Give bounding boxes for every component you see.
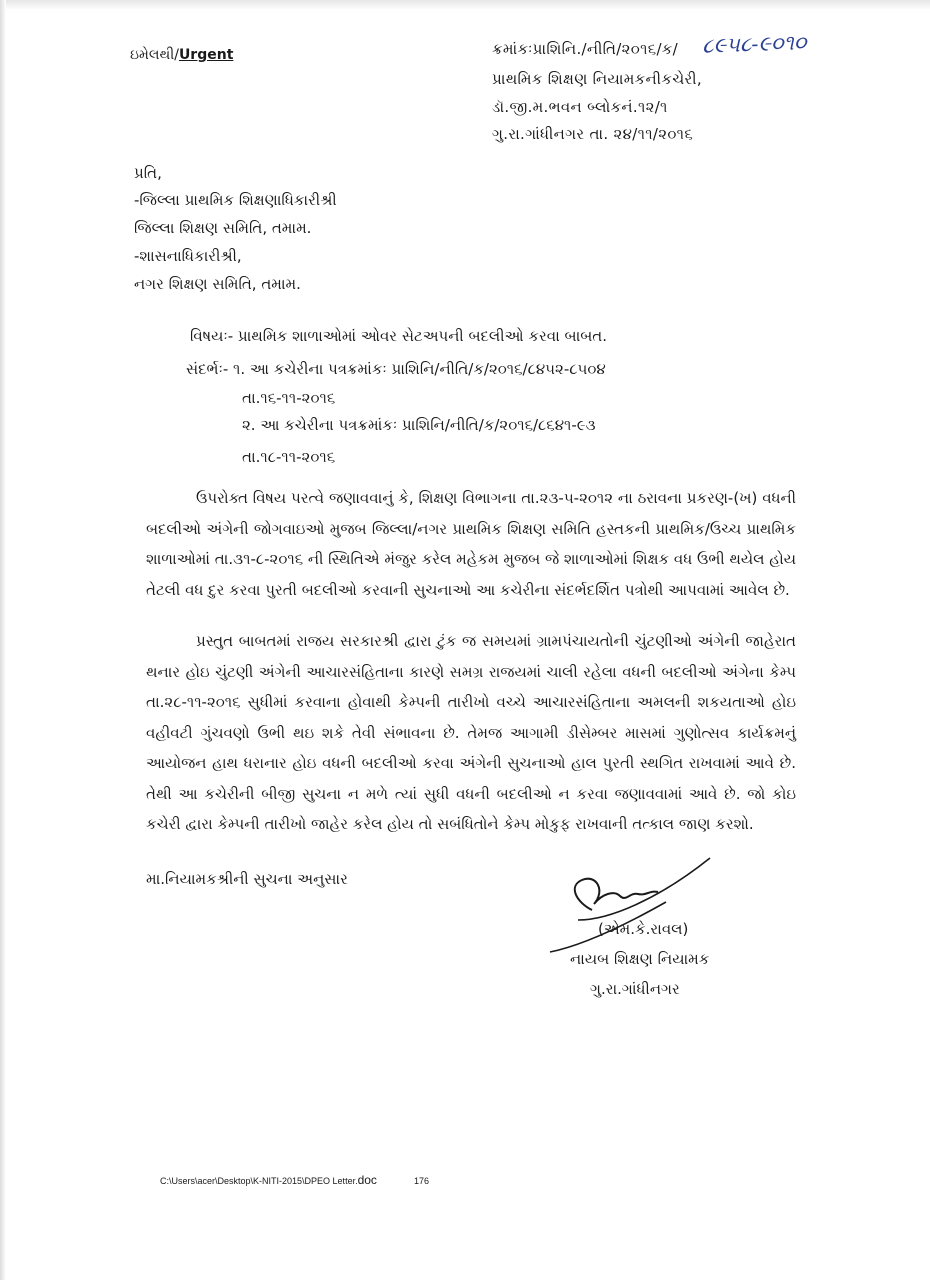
reference-line: સંદર્ભઃ- ૧. આ કચેરીના પત્રક્રમાંકઃ પ્રાશિનિ/નીતિ/ક/૨૦૧૬/૮૪૫૨-૮૫૦૪ [186, 360, 606, 378]
addressee-line: જિલ્લા શિક્ષણ સમિતિ, તમામ. [134, 219, 312, 237]
scan-edge-top [0, 0, 930, 10]
urgency-label [130, 46, 233, 64]
file-path: C:\Users\acer\Desktop\K-NITI-2015\DPEO Letter. [160, 1176, 358, 1186]
urgent-word: Urgent [178, 47, 234, 63]
page-number: 176 [414, 1176, 430, 1186]
paragraph-text: ઉપરોક્ત વિષય પરત્વે જણાવવાનું કે, શિક્ષણ વિભાગના તા.૨૩-૫-૨૦૧૨ ના ઠરાવના પ્રકરણ-(ખ) વધની બદલીઓ અંગેની જોગવાઇઓ મુજબ જિલ્લા/નગર પ્રાથમિક શિક્ષણ સમિતિ હસ્તકની પ્રાથમિક/ઉચ્ચ પ્રાથમિક શાળાઓમાં તા.૩૧-૮-૨૦૧૬ ની સ્થિતિએ મંજુર કરેલ મહેકમ મુજબ જે શાળાઓમાં શિક્ષક વધ ઉભી થયેલ હોય તેટલી વધ દુર કરવા પુરતી બદલીઓ કરવાની સુચનાઓ આ કચેરીના સંદર્ભદર્શિત પત્રોથી આપવામાં આવેલ છે. [146, 489, 796, 599]
signatory-place: ગુ.રા.ગાંધીનગર [590, 980, 680, 998]
reference-date: તા.૧૮-૧૧-૨૦૧૬ [242, 448, 336, 466]
letter-number: ક્રમાંકઃપ્રાશિનિ./નીતિ/૨૦૧૬/ક/ [492, 40, 679, 58]
addressee-line: -જિલ્લા પ્રાથમિક શિક્ષણાધિકારીશ્રી [134, 191, 337, 209]
letter-date: ગુ.રા.ગાંધીનગર તા. ૨૪/૧૧/૨૦૧૬ [492, 125, 694, 143]
urgency-prefix: ઇમેલથી/ [130, 47, 179, 63]
signature-icon [540, 850, 740, 960]
reference-date: તા.૧૬-૧૧-૨૦૧૬ [242, 389, 336, 407]
handwritten-number: ૮૯૫૮-૯૦૧૦ [701, 30, 807, 58]
file-path-footer [160, 1173, 377, 1187]
body-paragraph-2 [146, 626, 796, 840]
paragraph-text: પ્રસ્તુત બાબતમાં રાજય સરકારશ્રી દ્વારા ટુંક જ સમયમાં ગ્રામપંચાયતોની ચુંટણીઓ અંગેની જાહેરાત થનાર હોઇ ચુંટણી અંગેની આચારસંહિતાના કારણે સમગ્ર રાજયમાં ચાલી રહેલા વધની બદલીઓ અંગેના કેમ્પ તા.૨૮-૧૧-૨૦૧૬ સુધીમાં કરવાના હોવાથી કેમ્પની તારીખો વચ્ચે આચારસંહિતાના અમલની શકયતાઓ હોઇ વહીવટી ગુંચવણો ઉભી થઇ શકે તેવી સંભાવના છે. તેમજ આગામી ડીસેમ્બર માસમાં ગુણોત્સવ કાર્યક્રમનું આયોજન હાથ ધરાનાર હોઇ વધની બદલીઓ કરવા અંગેની સુચનાઓ હાલ પુરતી સ્થગિત રાખવામાં આવે છે. તેથી આ કચેરીની બીજી સુચના ન મળે ત્યાં સુધી વધની બદલીઓ ન કરવા જણાવવામાં આવે છે. જો કોઇ કચેરી દ્વારા કેમ્પની તારીખો જાહેર કરેલ હોય તો સબંધિતોને કેમ્પ મોકુફ રાખવાની તત્કાલ જાણ કરશો. [146, 632, 796, 833]
scan-edge-left [0, 0, 6, 1280]
addressee-line: -શાસનાધિકારીશ્રી, [134, 247, 242, 265]
office-address: ડૉ.જી.મ.ભવન બ્લોકનં.૧૨/૧ [492, 98, 668, 116]
reference-line: ૨. આ કચેરીના પત્રક્રમાંકઃ પ્રાશિનિ/નીતિ/ક/૨૦૧૬/૮૬૪૧-૯૩ [242, 416, 596, 434]
signatory-name: (એમ.કે.રાવલ) [598, 920, 689, 938]
office-name: પ્રાથમિક શિક્ષણ નિયામકનીકચેરી, [492, 70, 702, 88]
subject-line: વિષયઃ- પ્રાથમિક શાળાઓમાં ઓવર સેટઅપની બદલીઓ કરવા બાબત. [190, 327, 608, 345]
addressee-line: નગર શિક્ષણ સમિતિ, તમામ. [134, 275, 301, 293]
file-extension: doc [357, 1173, 377, 1187]
signatory-title: નાયબ શિક્ષણ નિયામક [570, 950, 710, 968]
addressee-line: પ્રતિ, [134, 164, 162, 182]
body-paragraph-1 [146, 483, 796, 605]
closing-line: મા.નિયામકશ્રીની સુચના અનુસાર [146, 870, 348, 888]
